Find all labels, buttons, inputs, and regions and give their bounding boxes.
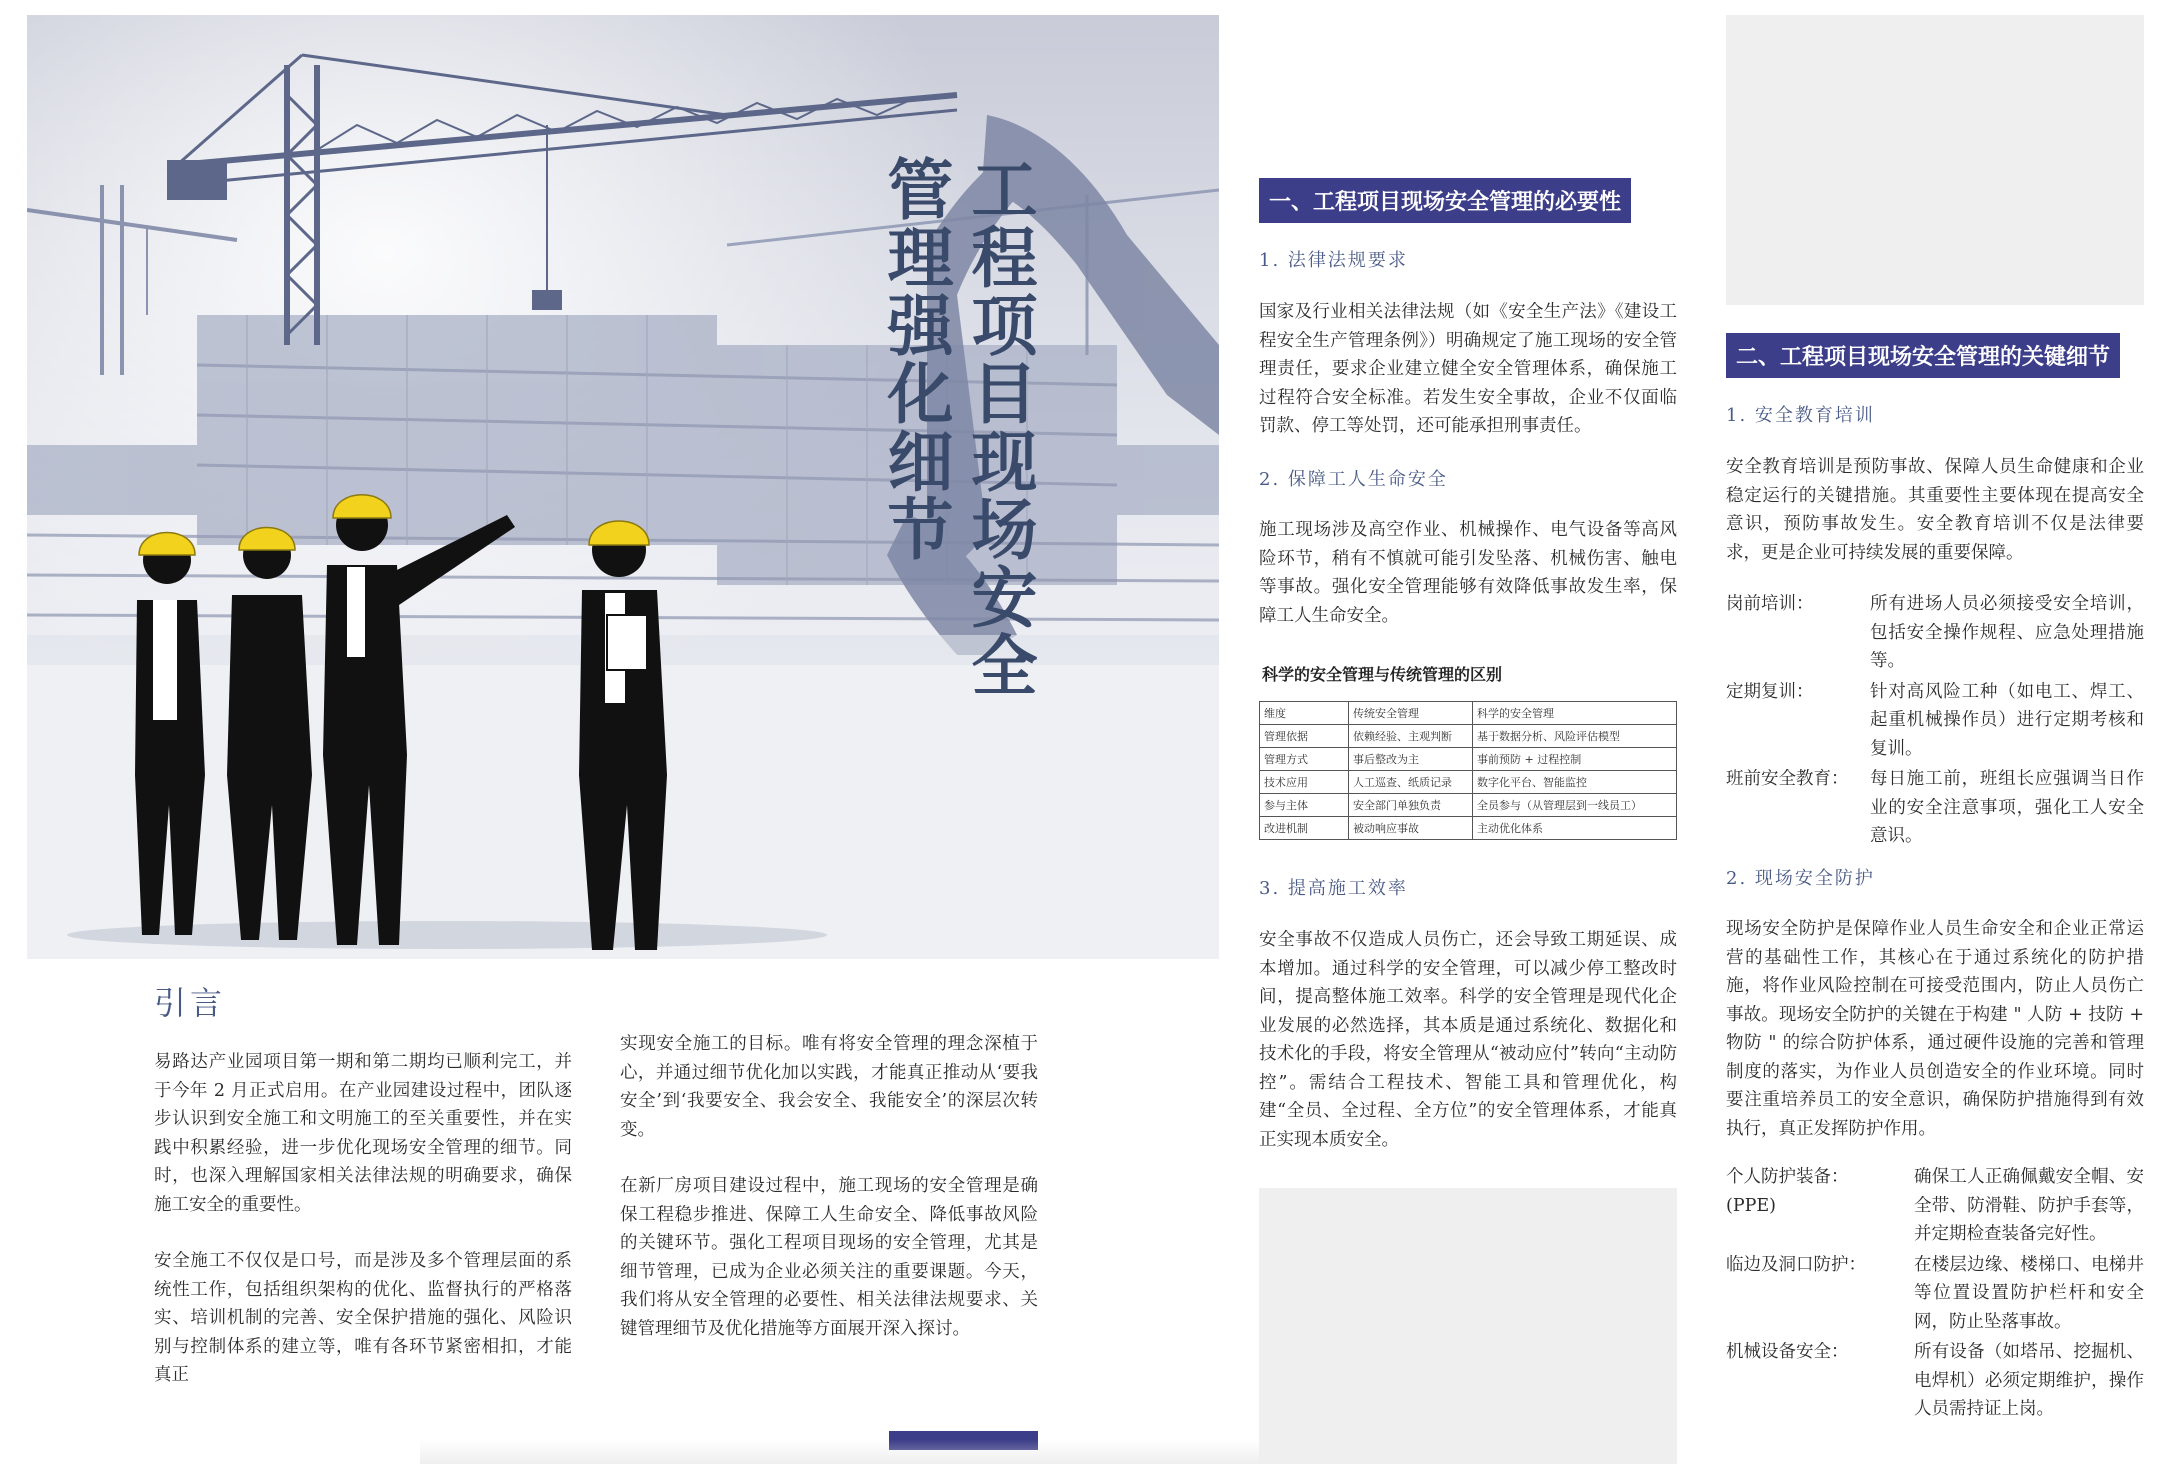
list-item — [1726, 678, 2144, 764]
table-cell: 被动响应事故 — [1349, 817, 1473, 840]
table-row — [1260, 771, 1677, 794]
intro-column-2 — [620, 1030, 1038, 1371]
hero-illustration — [27, 15, 1219, 959]
image-placeholder — [1726, 15, 2144, 305]
list-item-term: 临边及洞口防护： — [1726, 1254, 1866, 1275]
list-item — [1726, 590, 2144, 676]
intro-paragraph: 实现安全施工的目标。唯有将安全管理的理念深植于心，并通过细节优化加以实践，才能真正推动从‘要我安全’到‘我要安全、我会安全、我能安全’的深层次转变。 — [620, 1034, 1038, 1140]
table-row — [1260, 702, 1677, 725]
paragraph-legal: 国家及行业相关法律法规（如《安全生产法》《建设工程安全生产管理条例》）明确规定了施工现场的安全管理责任，要求企业建立健全安全管理体系，确保施工过程符合安全标准。若发生安全事故，企业不仅面临罚款、停工等处罚，还可能承担刑事责任。 — [1259, 302, 1677, 436]
table-cell: 维度 — [1260, 702, 1349, 725]
comparison-table — [1259, 701, 1677, 840]
hero-title-line1: 工程项目现场安全 — [960, 155, 1037, 699]
table-cell: 安全部门单独负责 — [1349, 794, 1473, 817]
subheading-protection: 2. 现场安全防护 — [1726, 868, 1875, 889]
intro-paragraph: 在新厂房项目建设过程中，施工现场的安全管理是确保工程稳步推进、保障工人生命安全、降低事故风险的关键环节。强化工程项目现场的安全管理，尤其是细节管理，已成为企业必须关注的重要课题。今天，我们将从安全管理的必要性、相关法律法规要求、关键管理细节及优化措施等方面展开深入探讨。 — [620, 1176, 1038, 1339]
paragraph-efficiency: 安全事故不仅造成人员伤亡，还会导致工期延误、成本增加。通过科学的安全管理，可以减少停工整改时间，提高整体施工效率。科学的安全管理是现代化企业发展的必然选择，其本质是通过系统化、数据化和技术化的手段，将安全管理从“被动应付”转向“主动防控”。需结合工程技术、智能工具和管理优化，构建“全员、全过程、全方位”的安全管理体系，才能真正实现本质安全。 — [1259, 930, 1677, 1150]
list-item-desc: 在楼层边缘、楼梯口、电梯井等位置设置防护栏杆和安全网，防止坠落事故。 — [1914, 1254, 2144, 1332]
table-cell: 主动优化体系 — [1473, 817, 1677, 840]
table-cell: 管理方式 — [1260, 748, 1349, 771]
list-item-desc: 每日施工前，班组长应强调当日作业的安全注意事项，强化工人安全意识。 — [1870, 769, 2144, 846]
list-item-desc: 所有进场人员必须接受安全培训，包括安全操作规程、应急处理措施等。 — [1870, 594, 2144, 671]
table-cell: 科学的安全管理 — [1473, 702, 1677, 725]
section-2-title: 二、工程项目现场安全管理的关键细节 — [1726, 333, 2120, 378]
table-cell: 全员参与（从管理层到一线员工） — [1473, 794, 1677, 817]
table-cell: 技术应用 — [1260, 771, 1349, 794]
section-1-title: 一、工程项目现场安全管理的必要性 — [1259, 178, 1631, 223]
list-item-term: 个人防护装备：(PPE) — [1726, 1167, 1849, 1216]
list-item-desc: 针对高风险工种（如电工、焊工、起重机械操作员）进行定期考核和复训。 — [1870, 681, 2144, 759]
table-cell: 人工巡查、纸质记录 — [1349, 771, 1473, 794]
table-cell: 改进机制 — [1260, 817, 1349, 840]
list-item — [1726, 1163, 2144, 1249]
protection-list — [1726, 1163, 2144, 1426]
paragraph-worker-safety: 施工现场涉及高空作业、机械操作、电气设备等高风险环节，稍有不慎就可能引发坠落、机械伤害、触电等事故。强化安全管理能够有效降低事故发生率，保障工人生命安全。 — [1259, 520, 1677, 626]
training-list — [1726, 590, 2144, 853]
table-row — [1260, 725, 1677, 748]
list-item-term: 班前安全教育： — [1726, 769, 1849, 789]
intro-column-1 — [154, 1048, 572, 1418]
hero-title-line2: 管理强化细节 — [876, 155, 953, 563]
table-cell: 参与主体 — [1260, 794, 1349, 817]
list-item-desc: 所有设备（如塔吊、挖掘机、电焊机）必须定期维护，操作人员需持证上岗。 — [1914, 1342, 2144, 1419]
table-cell: 基于数据分析、风险评估模型 — [1473, 725, 1677, 748]
table-cell: 数字化平台、智能监控 — [1473, 771, 1677, 794]
comparison-table-title: 科学的安全管理与传统管理的区别 — [1262, 665, 1503, 684]
table-cell: 依赖经验、主观判断 — [1349, 725, 1473, 748]
table-cell: 管理依据 — [1260, 725, 1349, 748]
subheading-efficiency: 3. 提高施工效率 — [1259, 878, 1408, 899]
table-row — [1260, 817, 1677, 840]
intro-paragraph: 安全施工不仅仅是口号，而是涉及多个管理层面的系统性工作，包括组织架构的优化、监督执行的严格落实、培训机制的完善、安全保护措施的强化、风险识别与控制体系的建立等，唯有各环节紧密相扣，才能真正 — [154, 1251, 572, 1385]
subheading-worker-safety: 2. 保障工人生命安全 — [1259, 469, 1448, 490]
list-item — [1726, 1251, 2144, 1337]
image-placeholder — [1259, 1188, 1677, 1464]
list-item-term: 定期复训： — [1726, 681, 1814, 702]
intro-heading: 引言 — [154, 984, 227, 1022]
table-row — [1260, 748, 1677, 771]
list-item-desc: 确保工人正确佩戴安全帽、安全带、防滑鞋、防护手套等，并定期检查装备完好性。 — [1914, 1167, 2144, 1244]
list-item — [1726, 1338, 2144, 1424]
subheading-training: 1. 安全教育培训 — [1726, 405, 1875, 426]
table-row — [1260, 794, 1677, 817]
paragraph-protection: 现场安全防护是保障作业人员生命安全和企业正常运营的基础性工作，其核心在于通过系统化的防护措施，将作业风险控制在可接受范围内，防止人员伤亡事故。现场安全防护的关键在于构建 " 人防 + 技防 + 物防 " 的综合防护体系，通过硬件设施的完善和管理制度的落实，为作业人员创造安全的作业环境。同时要注重培养员工的安全意识，确保防护措施得到有效执行，真正发挥防护作用。 — [1726, 919, 2144, 1139]
subheading-legal: 1. 法律法规要求 — [1259, 250, 1408, 271]
intro-paragraph: 易路达产业园项目第一期和第二期均已顺利完工，并于今年 2 月正式启用。在产业园建设过程中，团队逐步认识到安全施工和文明施工的至关重要性，并在实践中积累经验，进一步优化现场安全管理的细节。同时，也深入理解国家相关法律法规的明确要求，确保施工安全的重要性。 — [154, 1052, 572, 1215]
table-cell: 传统安全管理 — [1349, 702, 1473, 725]
list-item-term: 岗前培训： — [1726, 594, 1814, 614]
list-item-term: 机械设备安全： — [1726, 1342, 1849, 1362]
list-item — [1726, 765, 2144, 851]
table-cell: 事后整改为主 — [1349, 748, 1473, 771]
paragraph-training: 安全教育培训是预防事故、保障人员生命健康和企业稳定运行的关键措施。其重要性主要体现在提高安全意识，预防事故发生。安全教育培训不仅是法律要求，更是企业可持续发展的重要保障。 — [1726, 457, 2144, 563]
table-cell: 事前预防 + 过程控制 — [1473, 748, 1677, 771]
